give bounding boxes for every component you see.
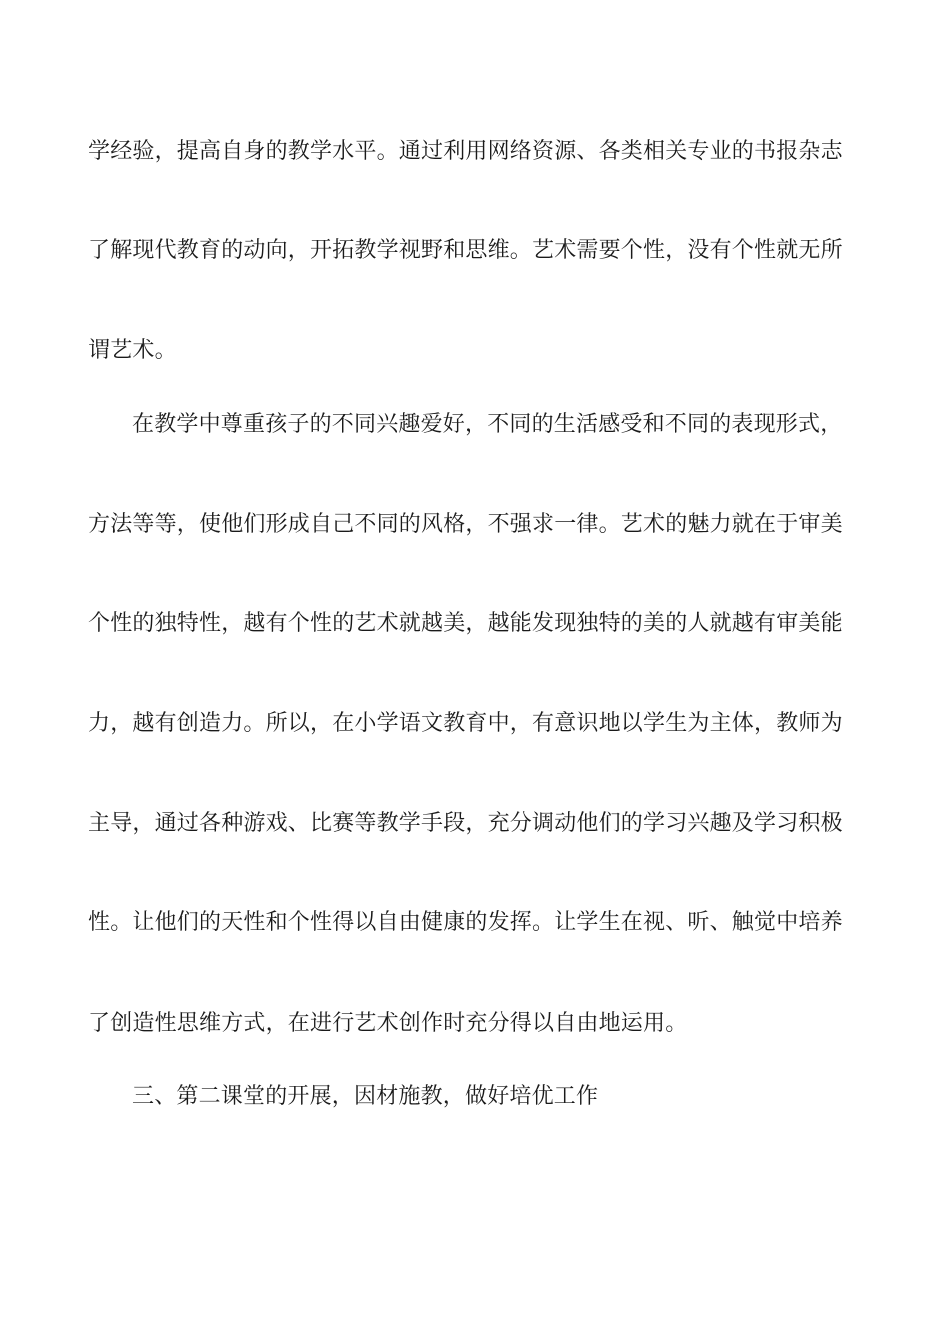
text-line: 力，越有创造力。所以，在小学语文教育中，有意识地以学生为主体，教师为 xyxy=(88,711,843,736)
text-line: 了解现代教育的动向，开拓教学视野和思维。艺术需要个性，没有个性就无所 xyxy=(88,238,843,263)
paragraph-first-line: 在教学中尊重孩子的不同兴趣爱好，不同的生活感受和不同的表现形式， xyxy=(132,412,843,437)
section-heading: 三、第二课堂的开展，因材施教，做好培优工作 xyxy=(132,1084,599,1109)
text-line: 个性的独特性，越有个性的艺术就越美，越能发现独特的美的人就越有审美能 xyxy=(88,611,843,636)
text-line: 谓艺术。 xyxy=(88,338,177,363)
text-line: 了创造性思维方式，在进行艺术创作时充分得以自由地运用。 xyxy=(88,1011,688,1036)
text-line: 方法等等，使他们形成自己不同的风格，不强求一律。艺术的魅力就在于审美 xyxy=(88,512,843,537)
text-line: 学经验，提高自身的教学水平。通过利用网络资源、各类相关专业的书报杂志 xyxy=(88,139,843,164)
text-line: 主导，通过各种游戏、比赛等教学手段，充分调动他们的学习兴趣及学习积极 xyxy=(88,811,843,836)
text-line: 性。让他们的天性和个性得以自由健康的发挥。让学生在视、听、触觉中培养 xyxy=(88,910,843,935)
